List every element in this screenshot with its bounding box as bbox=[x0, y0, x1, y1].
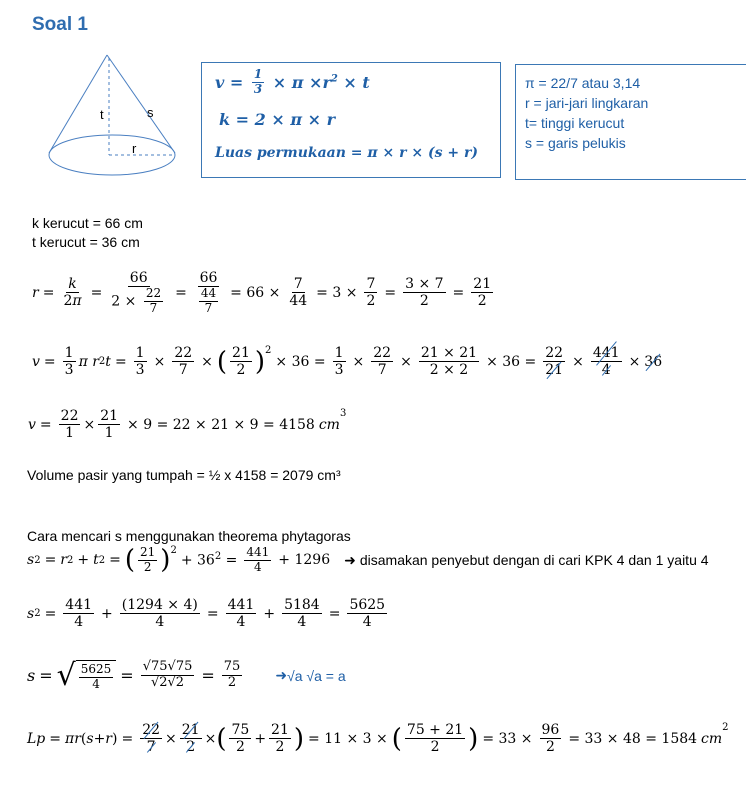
note-sqrt: √a √a = a bbox=[287, 667, 346, 684]
equation-luas: Lp = πr ( s + r ) = $\frac{22}{7}$ × $\frac{21}{2}$ × ( $\frac{75}{2}$ + $\frac{21}{2}$ ) = 11 × 3 × ( $\frac{75 + 21}{2}$ ) = 33 × $\frac{96}{2}$ = 33 × 48 = 1584 cm $^2$ bbox=[27, 722, 729, 756]
legend-item-s: s = garis pelukis bbox=[525, 135, 626, 151]
equation-s2-1: s 2 = r 2 + t 2 = ( $\frac{21}{2}$ ) $^2$ + $36^2$ = $\frac{441}{4}$ + 1296 ➜ disamakan penyebut dengan di cari KPK 4 dan 1 yaitu 4 bbox=[27, 544, 709, 575]
legend-item-pi: π = 22/7 atau 3,14 bbox=[525, 75, 641, 91]
note-kpk: disamakan penyebut dengan di cari KPK 4 dan 1 yaitu 4 bbox=[359, 552, 709, 568]
volume-pasir: Volume pasir yang tumpah = ½ x 4158 = 2079 cm³ bbox=[27, 467, 341, 483]
equation-s: s = √ $\frac{5625}{4}$ = $\frac{√75√75}{√2√2}$ = $\frac{75}{2}$ ➜ √a √a = a bbox=[27, 658, 346, 693]
cone-diagram bbox=[40, 50, 190, 180]
legend-item-r: r = jari-jari lingkaran bbox=[525, 95, 649, 111]
cara-mencari: Cara mencari s menggunakan theorema phytagoras bbox=[27, 528, 351, 544]
equation-volume-1: v = $\frac{1}{3}$ π r 2 t = $\frac{1}{3}$ × $\frac{22}{7}$ × ( $\frac{21}{2}$ ) $^2$ × 36 = $\frac{1}{3}$ × $\frac{22}{7}$ × $\frac{21 \times 21}{2 \times 2}$ × 36 = $\frac{22}{21}$ × $\frac{441}{4}$ × 36 bbox=[32, 345, 663, 379]
formula-volume: v = $\frac{1}{3}$ × $\pi \times r^2 \times t$ bbox=[215, 67, 370, 96]
page-title: Soal 1 bbox=[32, 14, 88, 35]
cone-label-t: t bbox=[100, 107, 104, 122]
equation-volume-2: v = $\frac{22}{1}$ × $\frac{21}{1}$ × 9 = 22 × 21 × 9 = 4158 cm $^3$ bbox=[28, 408, 347, 442]
given-t: t kerucut = 36 cm bbox=[32, 234, 140, 250]
formula-luas: Luas permukaan = π × r × (s + r) bbox=[215, 145, 478, 161]
cone-label-r: r bbox=[132, 141, 137, 156]
legend-list bbox=[525, 73, 648, 153]
formula-keliling: k = 2 × π × r bbox=[219, 110, 335, 129]
given-k: k kerucut = 66 cm bbox=[32, 215, 143, 231]
equation-s2-2: s 2 = $\frac{441}{4}$ + $\frac{(1294 \times 4)}{4}$ = $\frac{441}{4}$ + $\frac{5184}{4}$ = $\frac{5625}{4}$ bbox=[27, 597, 386, 631]
legend-item-t: t= tinggi kerucut bbox=[525, 115, 625, 131]
cone-label-s: s bbox=[147, 105, 154, 120]
equation-r: r = $\frac{k}{2\pi}$ = 66 2 × $\frac{22}{7}$ = $\frac{66}{\frac{44}{7}}$ = 66 × $\frac{7}{44}$ = 3 × $\frac{7}{2}$ = $\frac{3 \times 7}{2}$ = $\frac{21}{2}$ bbox=[32, 270, 492, 315]
